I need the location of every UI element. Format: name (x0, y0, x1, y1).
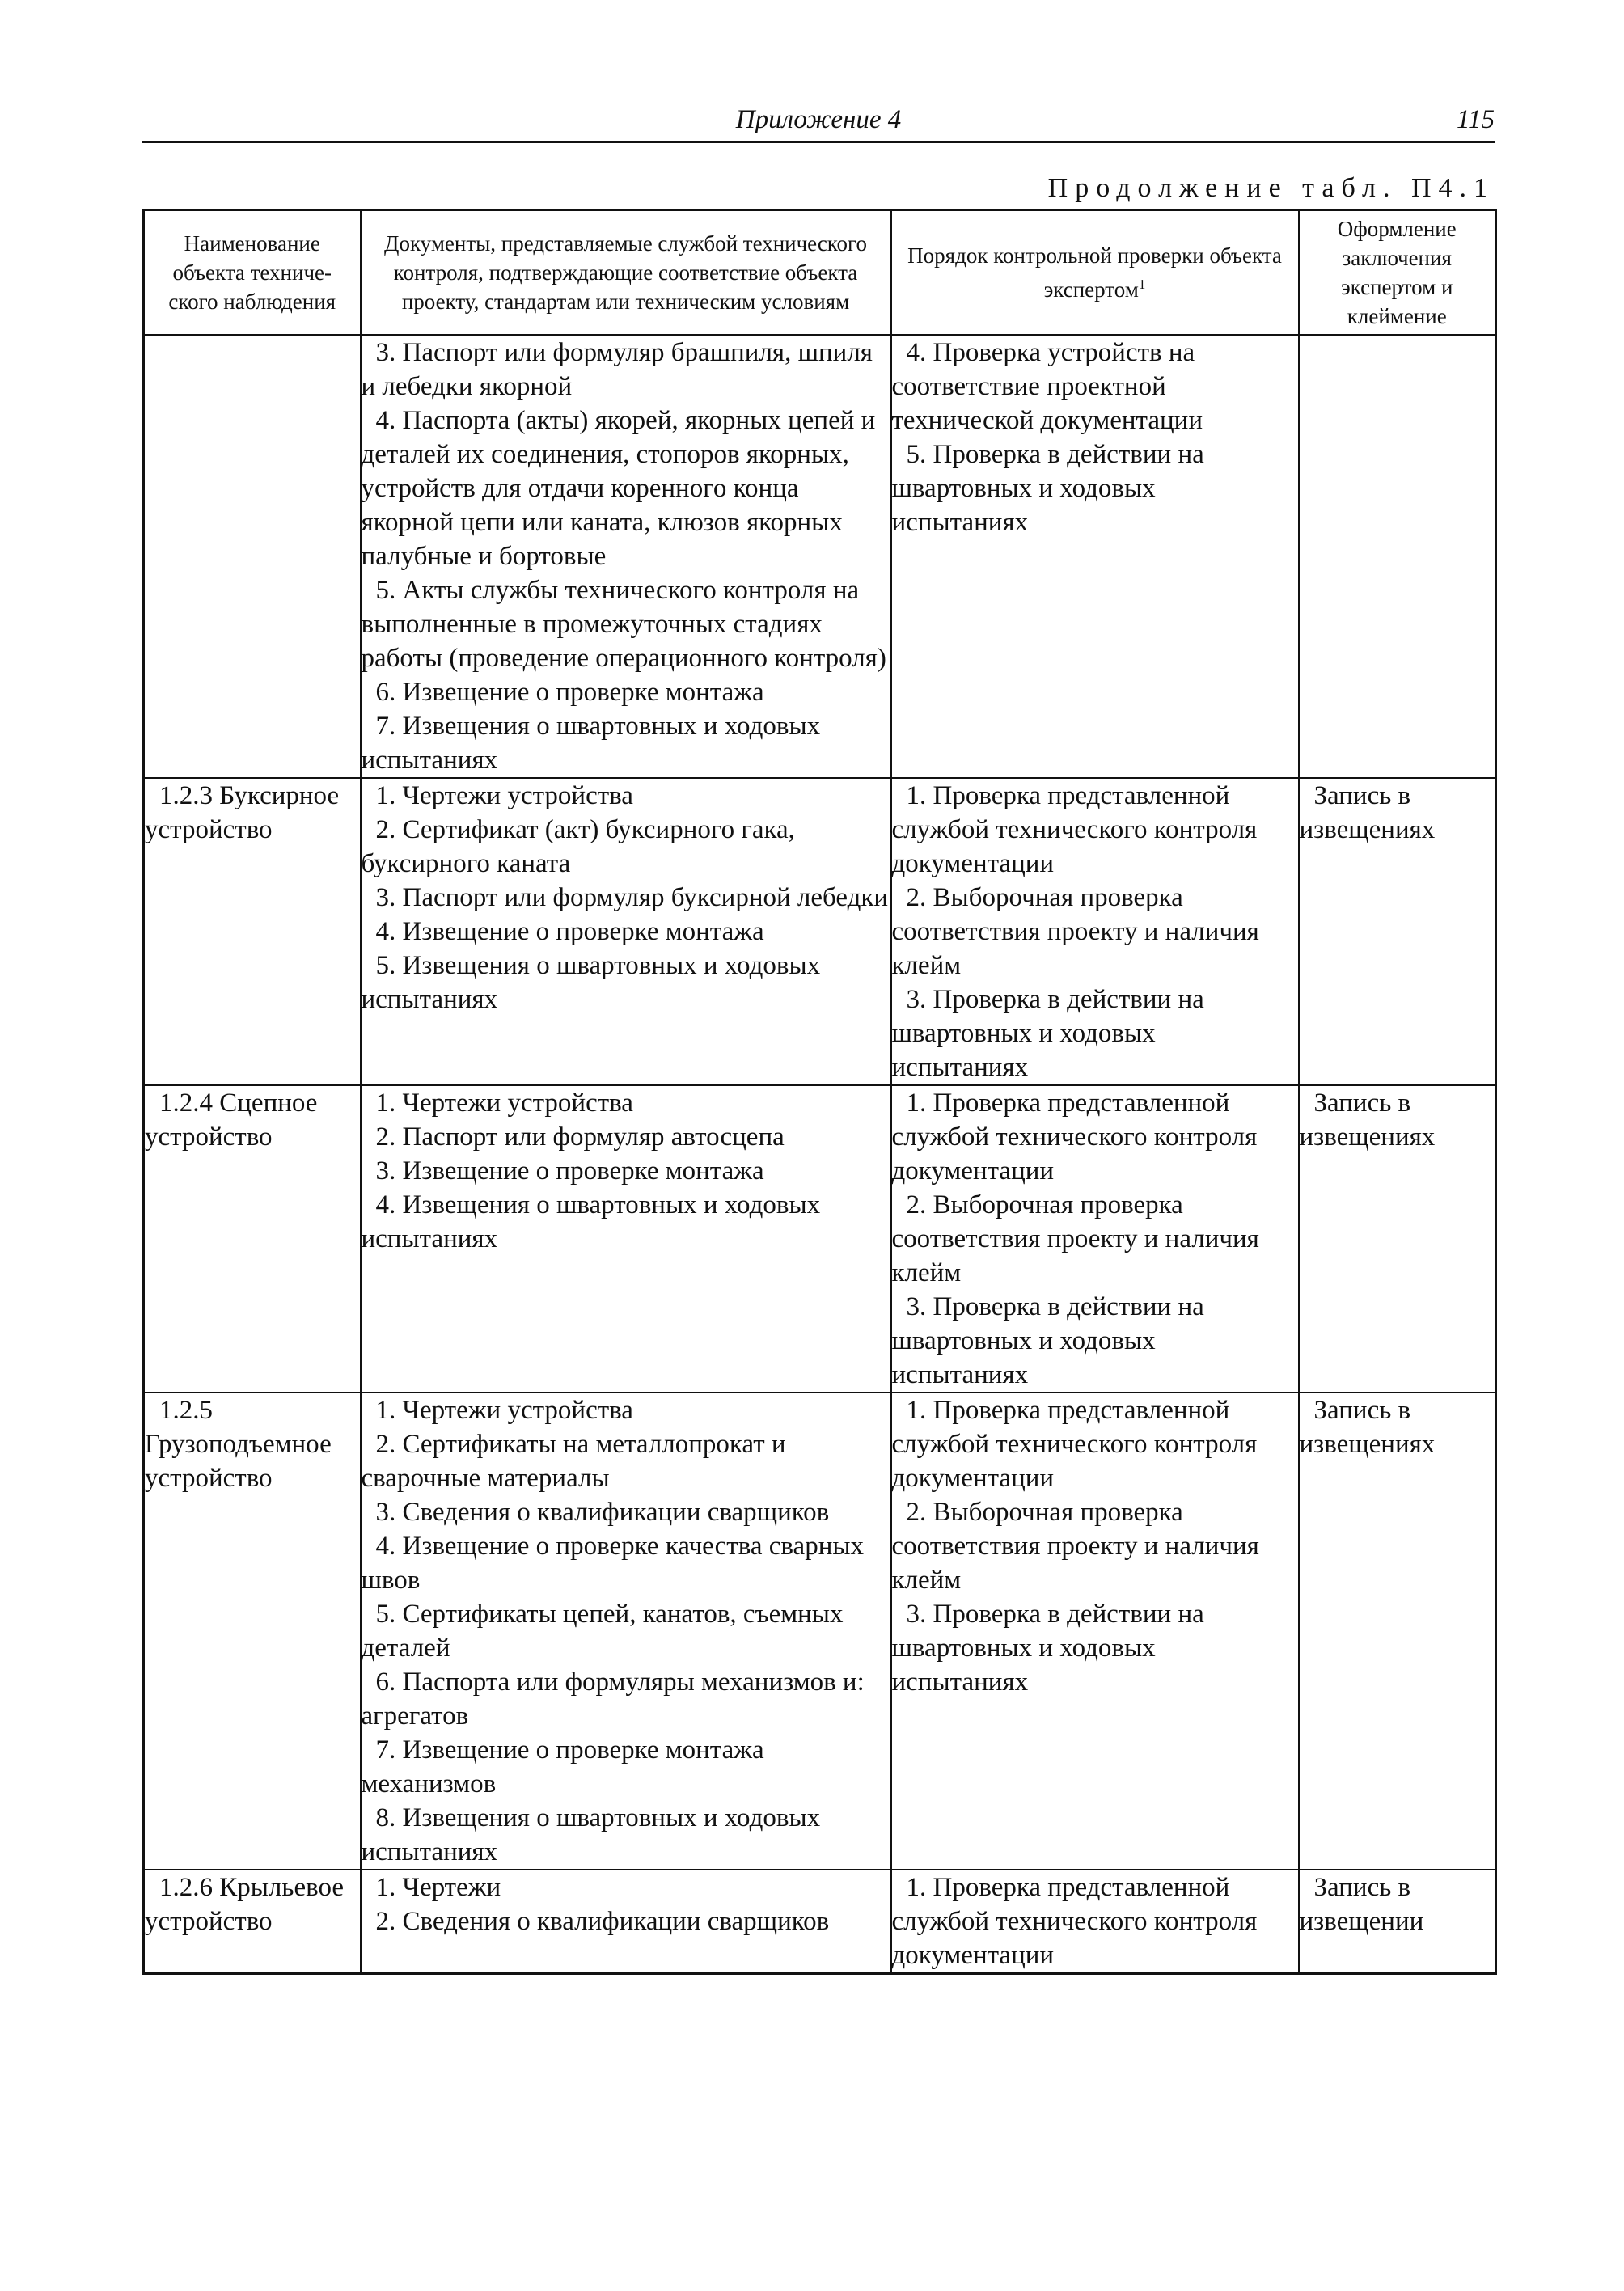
document-item: 3. Извещение о проверке монтажа (375, 1156, 764, 1186)
conclusion-text: Запись в извещении (1299, 1873, 1424, 1936)
check-item: 2. Выборочная проверка соответствия проекту и наличия клейм (891, 1498, 1259, 1595)
document-item: 6. Паспорта или формуляры механизмов и: агрегатов (361, 1668, 865, 1731)
document-item: 1. Чертежи (375, 1873, 501, 1902)
check-item: 5. Проверка в действии на швартовных и ходовых испытаниях (891, 440, 1204, 537)
check-item: 2. Выборочная проверка соответствия проекту и наличия клейм (891, 883, 1259, 980)
cell-conclusion (1299, 1085, 1496, 1393)
document-item: 6. Извещение о проверке монтажа (375, 678, 764, 707)
document-item: 4. Извещения о швартовных и ходовых испытаниях (361, 1190, 821, 1253)
inspection-table (142, 209, 1497, 1975)
table-row (144, 335, 1496, 778)
check-item: 1. Проверка представленной службой технического контроля документации (891, 1396, 1258, 1493)
cell-checks (891, 778, 1299, 1085)
check-item: 1. Проверка представленной службой технического контроля документации (891, 1088, 1258, 1186)
cell-conclusion (1299, 1393, 1496, 1870)
document-item: 2. Сертификат (акт) буксирного гака, буксирного каната (361, 815, 795, 878)
cell-conclusion (1299, 335, 1496, 778)
object-name: 1.2.6 Крыльевое устройство (145, 1873, 345, 1936)
footnote-marker: 1 (1138, 277, 1146, 292)
cell-documents (361, 335, 891, 778)
cell-checks (891, 335, 1299, 778)
document-item: 7. Извещения о швартовных и ходовых испытаниях (361, 712, 821, 775)
check-item: 3. Проверка в действии на швартовных и ходовых испытаниях (891, 985, 1204, 1082)
cell-checks (891, 1870, 1299, 1974)
document-item: 7. Извещение о проверке монтажа механизмов (361, 1735, 764, 1799)
table-row (144, 1870, 1496, 1974)
document-item: 4. Извещение о проверке качества сварных швов (361, 1532, 865, 1595)
document-item: 5. Извещения о швартовных и ходовых испытаниях (361, 951, 821, 1014)
document-item: 3. Паспорт или формуляр брашпиля, шпиля и лебедки якорной (361, 338, 873, 401)
document-item: 5. Сертификаты цепей, канатов, съемных деталей (361, 1600, 844, 1663)
cell-conclusion (1299, 778, 1496, 1085)
document-item: 4. Извещение о проверке монтажа (375, 917, 764, 946)
check-item: 2. Выборочная проверка соответствия проекту и наличия клейм (891, 1190, 1259, 1287)
check-item: 1. Проверка представленной службой технического контроля документации (891, 1873, 1258, 1970)
header-documents: Документы, представляемые службой технического контроля, подтверждающие соответствие объекта проекту, стандартам или техническим условиям (361, 210, 891, 336)
document-item: 4. Паспорта (акты) якорей, якорных цепей и деталей их соединения, стопоров якорных, устройств для отдачи коренного конца якорной цепи или каната, клюзов якорных палубные и бортовые (361, 406, 876, 571)
check-item: 3. Проверка в действии на швартовных и ходовых испытаниях (891, 1292, 1204, 1389)
table-continuation-label: Продолжение табл. П4.1 (1047, 173, 1495, 203)
table-row (144, 778, 1496, 1085)
document-item: 5. Акты службы технического контроля на выполненные в промежуточных стадиях работы (проведение операционного контроля) (361, 576, 886, 673)
cell-conclusion (1299, 1870, 1496, 1974)
check-item: 4. Проверка устройств на соответствие проектной технической документации (891, 338, 1203, 435)
document-item: 2. Сведения о квалификации сварщиков (375, 1907, 830, 1936)
table-row (144, 1085, 1496, 1393)
header-check-procedure (891, 210, 1299, 336)
document-item: 2. Паспорт или формуляр автосцепа (375, 1122, 785, 1152)
header-conclusion: Оформление заключения экспертом и клеймение (1299, 210, 1496, 336)
document-item: 1. Чертежи устройства (375, 1088, 633, 1118)
page-header (142, 104, 1495, 143)
table-header-row (144, 210, 1496, 336)
appendix-title: Приложение 4 (735, 105, 902, 134)
cell-object-name (144, 1870, 361, 1974)
cell-object-name (144, 335, 361, 778)
cell-documents (361, 778, 891, 1085)
cell-object-name (144, 778, 361, 1085)
object-name: 1.2.5 Грузоподъемное устройство (145, 1396, 332, 1493)
check-item: 1. Проверка представленной службой технического контроля документации (891, 781, 1258, 878)
page-number: 115 (1456, 105, 1495, 134)
document-item: 3. Паспорт или формуляр буксирной лебедки (375, 883, 889, 912)
cell-object-name (144, 1393, 361, 1870)
cell-object-name (144, 1085, 361, 1393)
cell-checks (891, 1393, 1299, 1870)
check-item: 3. Проверка в действии на швартовных и ходовых испытаниях (891, 1600, 1204, 1697)
document-item: 1. Чертежи устройства (375, 1396, 633, 1425)
cell-documents (361, 1393, 891, 1870)
object-name: 1.2.3 Буксирное устройство (145, 781, 340, 844)
table-body (144, 335, 1496, 1974)
header-check-procedure-text: Порядок контрольной проверки объекта экспертом (907, 243, 1282, 302)
document-item: 2. Сертификаты на металлопрокат и сварочные материалы (361, 1430, 786, 1493)
conclusion-text: Запись в извещениях (1299, 1396, 1436, 1459)
cell-checks (891, 1085, 1299, 1393)
document-item: 3. Сведения о квалификации сварщиков (375, 1498, 830, 1527)
conclusion-text: Запись в извещениях (1299, 1088, 1436, 1152)
cell-documents (361, 1085, 891, 1393)
conclusion-text: Запись в извещениях (1299, 781, 1436, 844)
table-row (144, 1393, 1496, 1870)
document-item: 1. Чертежи устройства (375, 781, 633, 810)
document-item: 8. Извещения о швартовных и ходовых испытаниях (361, 1803, 821, 1866)
header-object-name: Наименование объекта техниче-ского наблюдения (144, 210, 361, 336)
cell-documents (361, 1870, 891, 1974)
object-name: 1.2.4 Сцепное устройство (145, 1088, 318, 1152)
